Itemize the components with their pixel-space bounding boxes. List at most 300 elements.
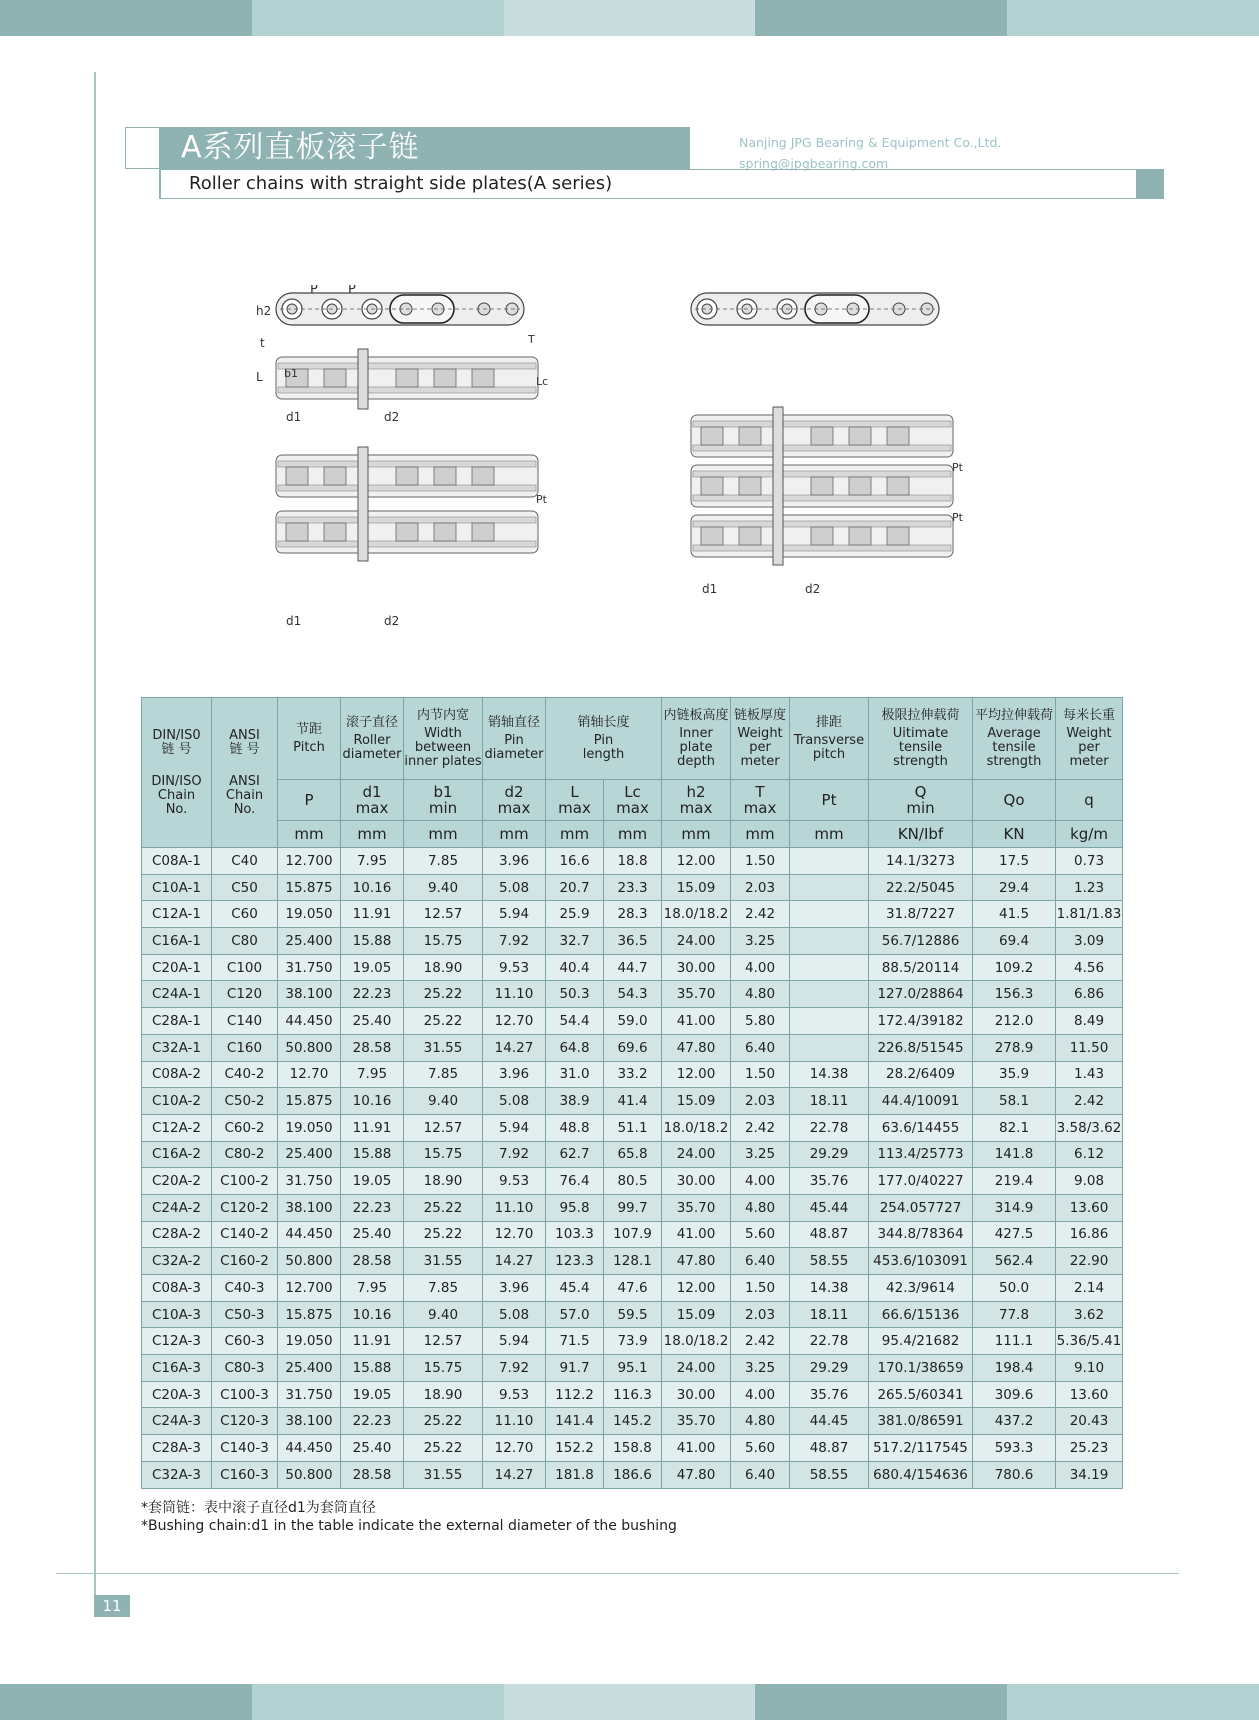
table-cell: 8.49 <box>1056 1008 1123 1035</box>
table-row <box>142 1301 1123 1328</box>
table-cell: 12.70 <box>483 1221 546 1248</box>
table-cell: 5.94 <box>483 1114 546 1141</box>
table-cell: 15.75 <box>404 1141 483 1168</box>
table-cell: 15.875 <box>278 874 341 901</box>
table-cell: 35.76 <box>790 1168 869 1195</box>
table-cell: 50.800 <box>278 1248 341 1275</box>
table-cell: 14.27 <box>483 1034 546 1061</box>
table-cell: 12.57 <box>404 1114 483 1141</box>
table-cell: 7.95 <box>341 1275 404 1302</box>
table-cell: 18.0/18.2 <box>662 1328 731 1355</box>
table-cell: 12.70 <box>483 1435 546 1462</box>
table-row <box>142 1168 1123 1195</box>
table-cell: 20.43 <box>1056 1408 1123 1435</box>
table-cell: 3.25 <box>731 1141 790 1168</box>
table-cell: 15.875 <box>278 1301 341 1328</box>
table-cell <box>790 848 869 875</box>
table-cell: 47.80 <box>662 1034 731 1061</box>
table-cell: 45.4 <box>546 1275 604 1302</box>
table-cell: C10A-2 <box>142 1088 212 1115</box>
table-cell: 437.2 <box>973 1408 1056 1435</box>
table-cell: 3.96 <box>483 1275 546 1302</box>
table-cell: C32A-2 <box>142 1248 212 1275</box>
table-cell: C100 <box>212 954 278 981</box>
single-chain-side-view <box>276 293 524 325</box>
table-cell: 170.1/38659 <box>869 1355 973 1382</box>
table-cell: 16.86 <box>1056 1221 1123 1248</box>
plate-depth-label: h2 <box>256 304 272 318</box>
table-cell: 15.88 <box>341 928 404 955</box>
unit-weight: kg/m <box>1056 821 1123 848</box>
table-cell: 1.43 <box>1056 1061 1123 1088</box>
table-cell: 4.80 <box>731 1194 790 1221</box>
header-weight: 每米长重 Weight per meter <box>1056 698 1123 780</box>
table-cell: 25.22 <box>404 1221 483 1248</box>
table-row <box>142 1381 1123 1408</box>
table-cell: 19.050 <box>278 1114 341 1141</box>
table-cell: 47.80 <box>662 1248 731 1275</box>
table-cell: 38.9 <box>546 1088 604 1115</box>
table-cell: C08A-3 <box>142 1275 212 1302</box>
unit-roller: mm <box>341 821 404 848</box>
table-cell: 2.03 <box>731 1088 790 1115</box>
sym-pin-length-lc: Lc max <box>604 780 662 821</box>
t-label: T <box>528 333 535 346</box>
unit-pin-length-lc: mm <box>604 821 662 848</box>
table-cell: 22.23 <box>341 1194 404 1221</box>
header-ansi: ANSI 链 号 ANSI Chain No. <box>212 698 278 848</box>
table-cell: 116.3 <box>604 1381 662 1408</box>
table-row <box>142 1034 1123 1061</box>
table-cell: 226.8/51545 <box>869 1034 973 1061</box>
sym-transverse: Pt <box>790 780 869 821</box>
table-cell: 6.40 <box>731 1248 790 1275</box>
table-cell: 9.40 <box>404 1088 483 1115</box>
table-cell: 11.10 <box>483 981 546 1008</box>
pt-label-2: Pt <box>952 461 963 474</box>
table-cell: 3.96 <box>483 1061 546 1088</box>
roller-diameter-label-3: d1 <box>702 582 718 596</box>
table-cell: 19.05 <box>341 1168 404 1195</box>
table-cell: 10.16 <box>341 874 404 901</box>
table-cell <box>790 1034 869 1061</box>
table-cell: 9.08 <box>1056 1168 1123 1195</box>
inner-width-label: b1 <box>284 367 298 380</box>
table-row <box>142 1221 1123 1248</box>
table-cell: 109.2 <box>973 954 1056 981</box>
table-cell: 3.96 <box>483 848 546 875</box>
table-cell: 7.85 <box>404 848 483 875</box>
table-cell: 30.00 <box>662 1168 731 1195</box>
table-cell: C24A-1 <box>142 981 212 1008</box>
table-cell: 19.050 <box>278 901 341 928</box>
page-header <box>125 127 1164 201</box>
sym-pitch: P <box>278 780 341 821</box>
table-cell: 44.45 <box>790 1408 869 1435</box>
table-cell: 65.8 <box>604 1141 662 1168</box>
table-cell: 5.08 <box>483 1088 546 1115</box>
table-cell: 59.0 <box>604 1008 662 1035</box>
single-chain-top-view <box>276 349 538 409</box>
table-cell: 15.88 <box>341 1355 404 1382</box>
table-cell: 50.0 <box>973 1275 1056 1302</box>
table-row <box>142 1408 1123 1435</box>
table-cell: 22.23 <box>341 981 404 1008</box>
table-row <box>142 1008 1123 1035</box>
table-row <box>142 874 1123 901</box>
table-cell: 15.09 <box>662 1301 731 1328</box>
table-cell: 25.400 <box>278 1141 341 1168</box>
table-cell: 82.1 <box>973 1114 1056 1141</box>
table-cell: 680.4/154636 <box>869 1461 973 1488</box>
table-cell: C16A-3 <box>142 1355 212 1382</box>
table-cell: 22.78 <box>790 1114 869 1141</box>
table-cell: 24.00 <box>662 1141 731 1168</box>
table-cell: 25.40 <box>341 1221 404 1248</box>
company-name: Nanjing JPG Bearing & Equipment Co.,Ltd. <box>739 135 1002 150</box>
table-cell: 25.22 <box>404 981 483 1008</box>
header-transverse: 排距 Transverse pitch <box>790 698 869 780</box>
table-row <box>142 1061 1123 1088</box>
spec-table <box>141 697 1123 1489</box>
table-cell: C120-2 <box>212 1194 278 1221</box>
table-cell: 59.5 <box>604 1301 662 1328</box>
page-title-en: Roller chains with straight side plates(A series) <box>159 169 1164 199</box>
table-cell: 25.9 <box>546 901 604 928</box>
table-cell: C140 <box>212 1008 278 1035</box>
top-color-band <box>0 0 1259 36</box>
sym-ultimate: Q min <box>869 780 973 821</box>
table-cell: 22.78 <box>790 1328 869 1355</box>
table-cell: C12A-1 <box>142 901 212 928</box>
table-cell: 22.2/5045 <box>869 874 973 901</box>
table-cell: 22.90 <box>1056 1248 1123 1275</box>
chain-diagrams <box>250 285 1020 645</box>
table-cell: 152.2 <box>546 1435 604 1462</box>
table-cell: 41.00 <box>662 1435 731 1462</box>
table-cell: 25.400 <box>278 1355 341 1382</box>
table-cell: 58.55 <box>790 1248 869 1275</box>
table-cell: 80.5 <box>604 1168 662 1195</box>
table-cell: 15.88 <box>341 1141 404 1168</box>
table-cell: 145.2 <box>604 1408 662 1435</box>
table-cell: C28A-1 <box>142 1008 212 1035</box>
table-cell: 1.50 <box>731 1061 790 1088</box>
table-cell: 593.3 <box>973 1435 1056 1462</box>
table-cell: 25.22 <box>404 1194 483 1221</box>
table-cell: C20A-2 <box>142 1168 212 1195</box>
table-row <box>142 1088 1123 1115</box>
table-cell: 177.0/40227 <box>869 1168 973 1195</box>
table-cell: 18.0/18.2 <box>662 1114 731 1141</box>
table-cell: 0.73 <box>1056 848 1123 875</box>
table-cell: 158.8 <box>604 1435 662 1462</box>
unit-plate-depth: mm <box>662 821 731 848</box>
triple-chain-side-view <box>691 293 939 325</box>
table-cell: 31.0 <box>546 1061 604 1088</box>
table-cell: 198.4 <box>973 1355 1056 1382</box>
unit-pitch: mm <box>278 821 341 848</box>
table-cell: 7.95 <box>341 1061 404 1088</box>
table-cell: 42.3/9614 <box>869 1275 973 1302</box>
table-cell: 31.750 <box>278 1381 341 1408</box>
sym-width: b1 min <box>404 780 483 821</box>
table-cell: 309.6 <box>973 1381 1056 1408</box>
table-cell: 5.94 <box>483 901 546 928</box>
table-cell: 63.6/14455 <box>869 1114 973 1141</box>
table-cell: 47.6 <box>604 1275 662 1302</box>
table-cell: C40 <box>212 848 278 875</box>
table-cell: 2.42 <box>731 901 790 928</box>
table-cell: 44.450 <box>278 1435 341 1462</box>
table-cell: 18.90 <box>404 1168 483 1195</box>
table-cell: 7.92 <box>483 1141 546 1168</box>
table-cell: 23.3 <box>604 874 662 901</box>
table-cell: C08A-1 <box>142 848 212 875</box>
table-cell: 32.7 <box>546 928 604 955</box>
header-roller: 滚子直径 Roller diameter <box>341 698 404 780</box>
width-label: L <box>256 370 263 384</box>
table-cell: 265.5/60341 <box>869 1381 973 1408</box>
table-cell: C160-3 <box>212 1461 278 1488</box>
sym-roller: d1 max <box>341 780 404 821</box>
table-cell: 780.6 <box>973 1461 1056 1488</box>
table-cell: 22.23 <box>341 1408 404 1435</box>
sym-pin-length: L max <box>546 780 604 821</box>
table-cell: 427.5 <box>973 1221 1056 1248</box>
table-cell: 95.1 <box>604 1355 662 1382</box>
header-width: 内节内宽 Width between inner plates <box>404 698 483 780</box>
table-cell: 15.09 <box>662 874 731 901</box>
pt-label: Pt <box>536 493 547 506</box>
table-row <box>142 928 1123 955</box>
table-cell: 31.55 <box>404 1034 483 1061</box>
table-cell: 186.6 <box>604 1461 662 1488</box>
table-cell: 18.11 <box>790 1301 869 1328</box>
table-cell: C28A-3 <box>142 1435 212 1462</box>
table-cell: 6.40 <box>731 1034 790 1061</box>
table-cell: 16.6 <box>546 848 604 875</box>
table-cell: 54.4 <box>546 1008 604 1035</box>
table-cell: 31.55 <box>404 1248 483 1275</box>
table-cell: 35.70 <box>662 1194 731 1221</box>
table-cell: 34.19 <box>1056 1461 1123 1488</box>
table-cell: 11.50 <box>1056 1034 1123 1061</box>
company-info <box>739 132 1001 174</box>
table-cell: 44.4/10091 <box>869 1088 973 1115</box>
table-cell: 13.60 <box>1056 1194 1123 1221</box>
table-cell: 31.55 <box>404 1461 483 1488</box>
table-cell: 12.00 <box>662 1275 731 1302</box>
table-cell: 31.750 <box>278 1168 341 1195</box>
company-email: spring@jpgbearing.com <box>739 156 889 171</box>
table-cell: 2.42 <box>731 1114 790 1141</box>
table-cell: 56.7/12886 <box>869 928 973 955</box>
table-cell: 5.60 <box>731 1435 790 1462</box>
table-cell: 112.2 <box>546 1381 604 1408</box>
table-cell: 181.8 <box>546 1461 604 1488</box>
table-cell: 2.03 <box>731 874 790 901</box>
table-cell: 95.4/21682 <box>869 1328 973 1355</box>
table-cell: 15.75 <box>404 928 483 955</box>
table-row <box>142 1355 1123 1382</box>
bottom-color-band <box>0 1684 1259 1720</box>
table-cell: 64.8 <box>546 1034 604 1061</box>
table-cell: 95.8 <box>546 1194 604 1221</box>
table-cell: 14.27 <box>483 1461 546 1488</box>
table-cell: 11.10 <box>483 1408 546 1435</box>
table-cell: 36.5 <box>604 928 662 955</box>
table-cell: 91.7 <box>546 1355 604 1382</box>
spec-table-body <box>142 848 1123 1489</box>
table-cell: 314.9 <box>973 1194 1056 1221</box>
table-cell: 44.450 <box>278 1008 341 1035</box>
table-cell: C50 <box>212 874 278 901</box>
table-cell: 44.450 <box>278 1221 341 1248</box>
header-plate-depth: 内链板高度 Inner plate depth <box>662 698 731 780</box>
table-cell: 19.05 <box>341 1381 404 1408</box>
table-cell: 12.57 <box>404 901 483 928</box>
thickness-label: t <box>260 336 265 350</box>
table-cell: 7.95 <box>341 848 404 875</box>
table-cell: 28.58 <box>341 1034 404 1061</box>
table-cell: 25.22 <box>404 1008 483 1035</box>
table-cell: 278.9 <box>973 1034 1056 1061</box>
table-cell: 123.3 <box>546 1248 604 1275</box>
table-cell: 58.1 <box>973 1088 1056 1115</box>
table-cell: C100-3 <box>212 1381 278 1408</box>
table-cell: 28.3 <box>604 901 662 928</box>
table-cell: 5.60 <box>731 1221 790 1248</box>
table-cell: 12.00 <box>662 1061 731 1088</box>
table-cell: 41.4 <box>604 1088 662 1115</box>
table-cell: C12A-2 <box>142 1114 212 1141</box>
table-cell: C80 <box>212 928 278 955</box>
table-cell: C32A-1 <box>142 1034 212 1061</box>
table-cell: 13.60 <box>1056 1381 1123 1408</box>
table-cell: 127.0/28864 <box>869 981 973 1008</box>
header-plate-thickness: 链板厚度 Weight per meter <box>731 698 790 780</box>
table-cell: 12.700 <box>278 848 341 875</box>
table-cell: 14.1/3273 <box>869 848 973 875</box>
table-cell <box>790 901 869 928</box>
table-row <box>142 1328 1123 1355</box>
table-cell: 48.87 <box>790 1435 869 1462</box>
table-cell: 41.00 <box>662 1221 731 1248</box>
table-cell <box>790 954 869 981</box>
table-cell: 14.38 <box>790 1061 869 1088</box>
pin-diameter-label-2: d2 <box>384 614 400 628</box>
table-cell <box>790 874 869 901</box>
unit-ultimate: KN/Ibf <box>869 821 973 848</box>
table-cell: 77.8 <box>973 1301 1056 1328</box>
table-cell: 7.85 <box>404 1275 483 1302</box>
table-cell: 18.90 <box>404 1381 483 1408</box>
header-average: 平均拉伸载荷 Average tensile strength <box>973 698 1056 780</box>
table-cell: 88.5/20114 <box>869 954 973 981</box>
table-cell: 25.400 <box>278 928 341 955</box>
table-cell: 18.8 <box>604 848 662 875</box>
table-cell: 12.70 <box>483 1008 546 1035</box>
table-cell: 141.8 <box>973 1141 1056 1168</box>
table-cell: 44.7 <box>604 954 662 981</box>
table-cell: 58.55 <box>790 1461 869 1488</box>
table-cell: 57.0 <box>546 1301 604 1328</box>
table-cell: 28.58 <box>341 1248 404 1275</box>
table-cell: 4.00 <box>731 1168 790 1195</box>
table-cell: 128.1 <box>604 1248 662 1275</box>
table-cell: 156.3 <box>973 981 1056 1008</box>
table-cell: 9.10 <box>1056 1355 1123 1382</box>
table-cell: 31.8/7227 <box>869 901 973 928</box>
table-cell: 29.29 <box>790 1141 869 1168</box>
table-cell: 9.40 <box>404 1301 483 1328</box>
table-cell: 19.050 <box>278 1328 341 1355</box>
table-cell: 69.6 <box>604 1034 662 1061</box>
table-cell: 47.80 <box>662 1461 731 1488</box>
table-cell: 5.08 <box>483 874 546 901</box>
table-cell: C12A-3 <box>142 1328 212 1355</box>
roller-diameter-label-2: d1 <box>286 614 302 628</box>
table-cell: 15.75 <box>404 1355 483 1382</box>
pt-label-3: Pt <box>952 511 963 524</box>
table-cell: 4.80 <box>731 1408 790 1435</box>
page-title-cn: A系列直板滚子链 <box>159 127 690 169</box>
table-cell: 6.86 <box>1056 981 1123 1008</box>
table-cell: 9.53 <box>483 1168 546 1195</box>
table-cell: 7.85 <box>404 1061 483 1088</box>
table-cell: 73.9 <box>604 1328 662 1355</box>
table-cell: 30.00 <box>662 1381 731 1408</box>
table-row <box>142 1114 1123 1141</box>
pitch-label: P <box>310 285 318 297</box>
table-cell: 35.70 <box>662 981 731 1008</box>
table-cell: 33.2 <box>604 1061 662 1088</box>
table-cell: 6.12 <box>1056 1141 1123 1168</box>
table-cell: 1.23 <box>1056 874 1123 901</box>
table-cell: C08A-2 <box>142 1061 212 1088</box>
table-cell: C40-2 <box>212 1061 278 1088</box>
table-cell: C10A-3 <box>142 1301 212 1328</box>
table-cell: 4.56 <box>1056 954 1123 981</box>
table-cell: 25.22 <box>404 1435 483 1462</box>
lc-label: Lc <box>536 375 549 388</box>
table-cell: 31.750 <box>278 954 341 981</box>
table-cell: C40-3 <box>212 1275 278 1302</box>
table-cell: 71.5 <box>546 1328 604 1355</box>
table-cell: 99.7 <box>604 1194 662 1221</box>
sym-pin-diameter: d2 max <box>483 780 546 821</box>
table-cell: 35.9 <box>973 1061 1056 1088</box>
table-cell: 2.42 <box>731 1328 790 1355</box>
table-cell: 172.4/39182 <box>869 1008 973 1035</box>
table-cell: 50.3 <box>546 981 604 1008</box>
unit-average: KN <box>973 821 1056 848</box>
table-cell: 9.53 <box>483 954 546 981</box>
triple-chain-top-view <box>691 407 953 565</box>
table-cell: C16A-2 <box>142 1141 212 1168</box>
table-cell: 28.58 <box>341 1461 404 1488</box>
table-cell: C16A-1 <box>142 928 212 955</box>
table-cell: 4.00 <box>731 1381 790 1408</box>
table-cell: C20A-1 <box>142 954 212 981</box>
table-cell: 103.3 <box>546 1221 604 1248</box>
table-cell: C50-3 <box>212 1301 278 1328</box>
table-cell: 4.00 <box>731 954 790 981</box>
table-cell: 111.1 <box>973 1328 1056 1355</box>
table-cell: 517.2/117545 <box>869 1435 973 1462</box>
table-cell: 212.0 <box>973 1008 1056 1035</box>
